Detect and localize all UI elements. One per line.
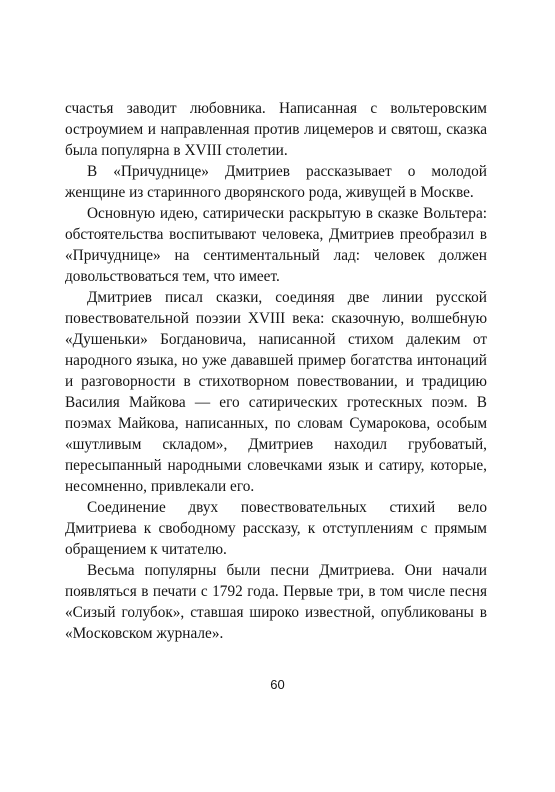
paragraph-3: Основную идею, сатирически раскрытую в сказке Вольтера: обстоятельства воспитывают человека, Дмитриев преобразил в «Причуднице» на сентиментальный лад: человек должен довольствоваться тем, что имеет. [65, 205, 487, 285]
page-number: 60 [270, 677, 285, 692]
paragraph-5: Соединение двух повествовательных стихий вело Дмитриева к свободному рассказу, к отступлениям с прямым обращением к читателю. [65, 499, 487, 558]
body-text [65, 98, 487, 644]
paragraph-2: В «Причуднице» Дмитриев рассказывает о молодой женщине из старинного дворянского рода, живущей в Москве. [65, 163, 487, 201]
paragraph-1: счастья заводит любовника. Написанная с вольтеровским остроумием и направленная против лицемеров и святош, сказка была популярна в XVIII столетии. [65, 100, 487, 159]
paragraph-6: Весьма популярны были песни Дмитриева. Они начали появляться в печати с 1792 года. Первые три, в том числе песня «Сизый голубок», ставшая широко известной, опубликованы в «Московском журнале». [65, 562, 487, 642]
paragraph-4: Дмитриев писал сказки, соединяя две линии русской повествовательной поэзии XVIII века: сказочную, волшебную «Душеньки» Богдановича, написанной стихом далеким от народного языка, но уже дававшей пример богатства интонаций и разговорности в стихотворном повествовании, и традицию Василия Майкова — его сатирических гротескных поэм. В поэмах Майкова, написанных, по словам Сумарокова, особым «шутливым складом», Дмитриев находил грубоватый, пересыпанный народными словечками язык и сатиру, которые, несомненно, привлекали его. [65, 289, 487, 495]
